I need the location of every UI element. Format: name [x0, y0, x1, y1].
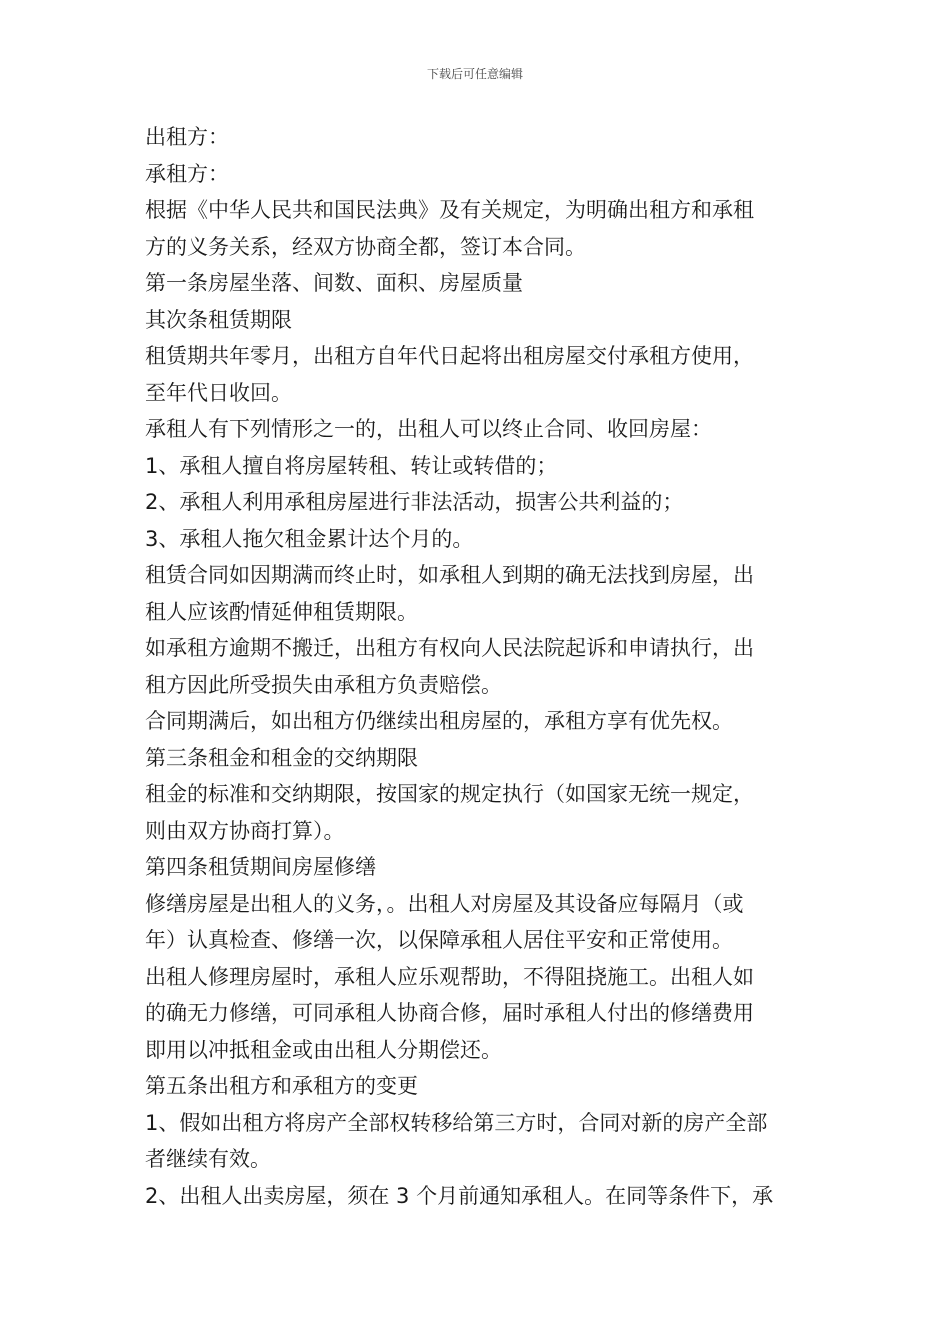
section-heading: 其次条租赁期限 — [145, 307, 292, 332]
text-line: 租赁合同如因期满而终止时，如承租人到期的确无法找到房屋，出 — [145, 563, 754, 587]
section-heading: 第三条租金和租金的交纳期限 — [145, 745, 418, 770]
text-line: 租赁期共年零月，出租方自年代日起将出租房屋交付承租方使用， — [145, 344, 754, 368]
text-line: 租方因此所受损失由承租方负责赔偿。 — [145, 672, 502, 697]
section-heading: 第一条房屋坐落、间数、面积、房屋质量 — [145, 271, 523, 295]
list-item: 2、出租人出卖房屋，须在 3 个月前通知承租人。在同等条件下，承 — [145, 1183, 774, 1208]
text-line: 至年代日收回。 — [145, 380, 292, 405]
text-line: 出租人修理房屋时，承租人应乐观帮助，不得阻挠施工。出租人如 — [145, 964, 754, 989]
text-line: 根据《中华人民共和国民法典》及有关规定，为明确出租方和承租 — [145, 198, 754, 222]
text-line: 方的义务关系，经双方协商全都，签订本合同。 — [145, 234, 586, 259]
list-item: 者继续有效。 — [145, 1147, 271, 1171]
list-item: 1、承租人擅自将房屋转租、转让或转借的； — [145, 453, 558, 478]
text-line: 租人应该酌情延伸租赁期限。 — [145, 599, 418, 624]
page-header: 下载后可任意编辑 — [426, 67, 523, 81]
text-line: 即用以冲抵租金或由出租人分期偿还。 — [145, 1037, 502, 1062]
section-heading: 第四条租赁期间房屋修缮 — [145, 855, 376, 879]
text-line: 出租方： — [145, 125, 229, 149]
text-line: 的确无力修缮，可同承租人协商合修，届时承租人付出的修缮费用 — [145, 1001, 754, 1025]
list-item: 2、承租人利用承租房屋进行非法活动，损害公共利益的； — [145, 490, 684, 514]
text-line: 年）认真检查、修缮一次，以保障承租人居住平安和正常使用。 — [145, 928, 733, 952]
list-item: 3、承租人拖欠租金累计达个月的。 — [145, 526, 474, 551]
list-item: 1、假如出租方将房产全部权转移给第三方时，合同对新的房产全部 — [145, 1110, 768, 1135]
section-heading: 第五条出租方和承租方的变更 — [145, 1074, 418, 1098]
text-line: 租金的标准和交纳期限，按国家的规定执行（如国家无统一规定， — [145, 782, 754, 806]
text-line: 则由双方协商打算）。 — [145, 818, 345, 843]
text-line: 修缮房屋是出租人的义务，。出租人对房屋及其设备应每隔月（或 — [145, 891, 744, 916]
text-line: 承租方： — [145, 161, 229, 186]
contract-body — [145, 119, 810, 1214]
text-line: 承租人有下列情形之一的，出租人可以终止合同、收回房屋： — [145, 417, 712, 441]
text-line: 如承租方逾期不搬迁，出租方有权向人民法院起诉和申请执行，出 — [145, 636, 754, 660]
text-line: 合同期满后，如出租方仍继续出租房屋的，承租方享有优先权。 — [145, 709, 733, 733]
